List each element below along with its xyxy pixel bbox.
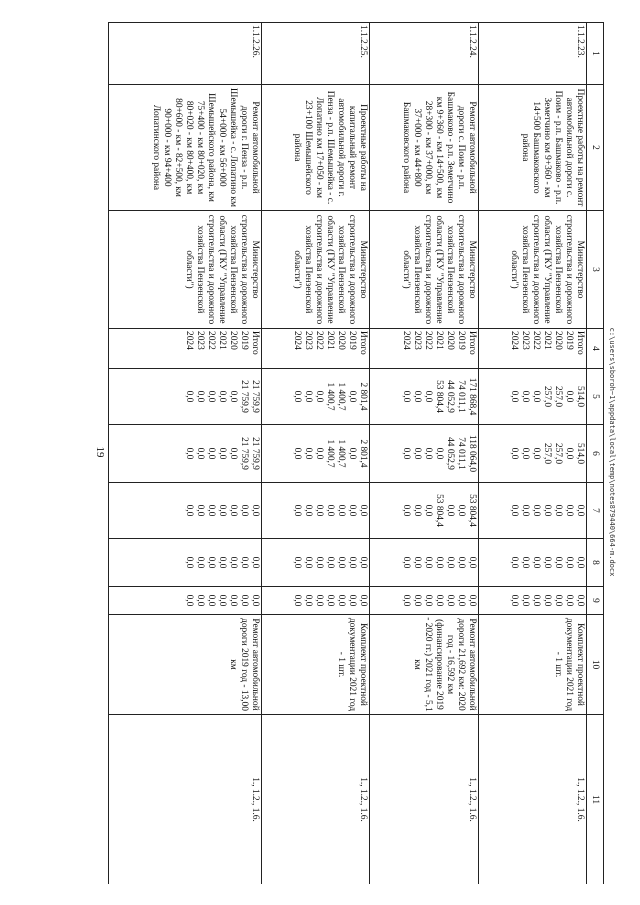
row-total-funding-item: 514,0 bbox=[575, 385, 585, 408]
row-result: Ремонт автомобильной дороги 2019 год - 13,00 км bbox=[109, 615, 262, 715]
row-total-funding bbox=[109, 369, 262, 425]
row-col7-values-item: 0,0 bbox=[228, 504, 239, 517]
row-total-funding-item: 257,0 bbox=[553, 385, 563, 408]
row-executor: Министерство строительства и дорожного хозяйства Пензенской области (ГКУ "Управление строительства и дорожного хозяйства Пензенской области") bbox=[370, 211, 478, 329]
rotated-page bbox=[108, 22, 604, 884]
row-col9-values bbox=[478, 587, 586, 615]
row-total-funding-item: 2 801,4 bbox=[358, 382, 369, 411]
row-years-item: 2022 bbox=[422, 331, 433, 350]
row-col6-values-item: 0,0 bbox=[314, 447, 325, 460]
page-number: 19 bbox=[94, 446, 106, 458]
col-header-5: 5 bbox=[587, 369, 604, 425]
row-col9-values-item: 0,0 bbox=[455, 594, 466, 607]
row-years-item: 2019 bbox=[239, 331, 250, 350]
row-years-item: 2023 bbox=[411, 331, 422, 350]
row-col7-values-item: 0,0 bbox=[411, 504, 422, 517]
row-col8-values-item: 0,0 bbox=[400, 556, 411, 569]
row-years-item: 2020 bbox=[336, 331, 347, 350]
row-years-item: 2022 bbox=[206, 331, 217, 350]
row-col7-values-item: 0,0 bbox=[347, 504, 358, 517]
row-years-item: 2021 bbox=[542, 331, 552, 350]
row-total-funding-item: 0,0 bbox=[184, 390, 195, 403]
row-col8-values-item: 0,0 bbox=[575, 556, 585, 569]
row-col9-values-item: 0,0 bbox=[239, 594, 250, 607]
program-table bbox=[108, 22, 604, 884]
row-col9-values-item: 0,0 bbox=[336, 594, 347, 607]
row-years-item: Итого bbox=[575, 331, 585, 355]
row-col7-values-item: 0,0 bbox=[195, 504, 206, 517]
row-years-item: 2020 bbox=[444, 331, 455, 350]
row-col7-values-item: 0,0 bbox=[217, 504, 228, 517]
row-col7-values-item: 0,0 bbox=[455, 504, 466, 517]
row-name: Проектные работы на капитальный ремонт автомобильной дороги г. Пенза - р.п. Шемышейка - с. Лопатино км 17+050 - км 23+100 Шемышейского района bbox=[262, 85, 370, 211]
row-col8-values-item: 0,0 bbox=[217, 556, 228, 569]
row-ref: 1., 1.2., 1.6. bbox=[109, 715, 262, 885]
row-col7-values bbox=[478, 483, 586, 539]
row-col9-values-item: 0,0 bbox=[575, 594, 585, 607]
footer-file-path: c:\users\sboroh~1\appdata\local\temp\notes879440\664-m.docx bbox=[608, 327, 616, 577]
row-total-funding-item: 0,0 bbox=[303, 390, 314, 403]
row-years-item: 2020 bbox=[553, 331, 563, 350]
row-col7-values-item: 0,0 bbox=[400, 504, 411, 517]
row-col8-values-item: 0,0 bbox=[195, 556, 206, 569]
row-col7-values-item: 53 804,4 bbox=[433, 494, 444, 527]
row-col9-values-item: 0,0 bbox=[509, 594, 519, 607]
row-executor: Министерство строительства и дорожного хозяйства Пензенской области (ГКУ "Управление строительства и дорожного хозяйства Пензенской области") bbox=[478, 211, 586, 329]
row-years-item: 2023 bbox=[520, 331, 530, 350]
table-row bbox=[478, 23, 586, 885]
row-col7-values bbox=[370, 483, 478, 539]
row-col7-values-item: 0,0 bbox=[422, 504, 433, 517]
row-id: 1.1.2.23. bbox=[478, 23, 586, 85]
row-col8-values-item: 0,0 bbox=[358, 556, 369, 569]
row-years-item: 2023 bbox=[303, 331, 314, 350]
row-name: Ремонт автомобильной дороги с. Поим - р.п. Башмаково - р.п. Земетчино км 9+360 - км 14+500, км 28+300 - км 37+000, км 37+000 - км 44+800 Башмаковского района bbox=[370, 85, 478, 211]
row-col7-values bbox=[109, 483, 262, 539]
row-col6-values-item: 514,0 bbox=[575, 442, 585, 465]
header-row bbox=[587, 23, 604, 885]
row-col6-values bbox=[262, 425, 370, 483]
row-col6-values-item: 0,0 bbox=[520, 447, 530, 460]
row-years bbox=[109, 329, 262, 369]
row-col7-values-item: 0,0 bbox=[206, 504, 217, 517]
row-col9-values bbox=[109, 587, 262, 615]
table-row bbox=[262, 23, 370, 885]
row-name: Ремонт автомобильной дороги г. Пенза - р.п. Шемышейка - с. Лопатино км 54+000 - км 56+000 Шемышейского района, км 75+400 - км 80+020, км 80+020 - км 80+400, км 80+600 - км - 82+500, км 90+000 - км 94+400 Лопатинского района bbox=[109, 85, 262, 211]
row-col6-values-item: 0,0 bbox=[206, 447, 217, 460]
row-col9-values-item: 0,0 bbox=[325, 594, 336, 607]
row-col7-values-item: 0,0 bbox=[531, 504, 541, 517]
row-col7-values-item: 0,0 bbox=[575, 504, 585, 517]
row-col6-values-item: 257,0 bbox=[553, 442, 563, 465]
row-result: Ремонт автомобильной дороги 21,692 км: 2020 год - 16,592 км (финансирование 2019 - 2020 гг.) 2021 год - 5,1 км bbox=[370, 615, 478, 715]
row-col8-values-item: 0,0 bbox=[239, 556, 250, 569]
row-col9-values-item: 0,0 bbox=[303, 594, 314, 607]
row-executor: Министерство строительства и дорожного хозяйства Пензенской области (ГКУ "Управление строительства и дорожного хозяйства Пензенской области") bbox=[262, 211, 370, 329]
row-col6-values-item: 0,0 bbox=[509, 447, 519, 460]
row-years-item: 2021 bbox=[325, 331, 336, 350]
row-col7-values-item: 0,0 bbox=[239, 504, 250, 517]
row-col8-values-item: 0,0 bbox=[509, 556, 519, 569]
row-col8-values-item: 0,0 bbox=[455, 556, 466, 569]
row-col6-values-item: 0,0 bbox=[217, 447, 228, 460]
row-col7-values-item: 0,0 bbox=[564, 504, 574, 517]
row-col9-values-item: 0,0 bbox=[422, 594, 433, 607]
row-col9-values-item: 0,0 bbox=[400, 594, 411, 607]
row-col9-values bbox=[370, 587, 478, 615]
row-col7-values-item: 53 804,4 bbox=[466, 494, 477, 527]
row-col9-values-item: 0,0 bbox=[531, 594, 541, 607]
row-col8-values-item: 0,0 bbox=[336, 556, 347, 569]
row-total-funding-item: 74 011,1 bbox=[455, 380, 466, 413]
row-col8-values-item: 0,0 bbox=[520, 556, 530, 569]
row-total-funding-item: 0,0 bbox=[411, 390, 422, 403]
row-total-funding-item: 0,0 bbox=[520, 390, 530, 403]
row-id: 1.1.2.24. bbox=[370, 23, 478, 85]
row-total-funding-item: 21 759,9 bbox=[239, 380, 250, 413]
col-header-6: 6 bbox=[587, 425, 604, 483]
row-col9-values-item: 0,0 bbox=[553, 594, 563, 607]
row-years-item: 2019 bbox=[347, 331, 358, 350]
row-years bbox=[370, 329, 478, 369]
row-col7-values-item: 0,0 bbox=[325, 504, 336, 517]
row-col7-values-item: 0,0 bbox=[292, 504, 303, 517]
row-total-funding-item: 0,0 bbox=[292, 390, 303, 403]
row-col6-values-item: 0,0 bbox=[564, 447, 574, 460]
row-years-item: 2019 bbox=[564, 331, 574, 350]
row-col8-values bbox=[109, 539, 262, 587]
row-col6-values-item: 44 052,9 bbox=[444, 437, 455, 470]
row-col7-values-item: 0,0 bbox=[444, 504, 455, 517]
row-years-item: 2024 bbox=[184, 331, 195, 350]
row-total-funding-item: 0,0 bbox=[564, 390, 574, 403]
row-col6-values-item: 0,0 bbox=[433, 447, 444, 460]
row-total-funding-item: 0,0 bbox=[206, 390, 217, 403]
row-col9-values-item: 0,0 bbox=[217, 594, 228, 607]
row-col8-values-item: 0,0 bbox=[347, 556, 358, 569]
row-col7-values-item: 0,0 bbox=[250, 504, 261, 517]
row-col8-values-item: 0,0 bbox=[564, 556, 574, 569]
row-col9-values-item: 0,0 bbox=[466, 594, 477, 607]
row-col7-values-item: 0,0 bbox=[520, 504, 530, 517]
row-col9-values-item: 0,0 bbox=[564, 594, 574, 607]
row-total-funding-item: 0,0 bbox=[217, 390, 228, 403]
row-total-funding-item: 0,0 bbox=[314, 390, 325, 403]
row-years-item: Итого bbox=[250, 331, 261, 355]
row-years-item: 2022 bbox=[314, 331, 325, 350]
row-ref: 1., 1.2., 1.6. bbox=[478, 715, 586, 885]
row-col7-values-item: 0,0 bbox=[358, 504, 369, 517]
row-col7-values-item: 0,0 bbox=[509, 504, 519, 517]
row-col6-values-item: 74 011,1 bbox=[455, 437, 466, 470]
row-col6-values-item: 1 400,7 bbox=[336, 439, 347, 468]
row-col9-values-item: 0,0 bbox=[228, 594, 239, 607]
row-col6-values-item: 0,0 bbox=[303, 447, 314, 460]
row-col8-values-item: 0,0 bbox=[325, 556, 336, 569]
row-col7-values-item: 0,0 bbox=[303, 504, 314, 517]
row-col6-values-item: 0,0 bbox=[184, 447, 195, 460]
col-header-11: 11 bbox=[587, 715, 604, 885]
row-col6-values-item: 0,0 bbox=[195, 447, 206, 460]
row-name: Проектные работы на ремонт автомобильной дороги с. Поим - р.п. Башмаково - р.п. Земетчино км 9+360 - км 14+500 Башмаковского района bbox=[478, 85, 586, 211]
row-col9-values-item: 0,0 bbox=[206, 594, 217, 607]
row-col6-values-item: 0,0 bbox=[228, 447, 239, 460]
row-col6-values-item: 0,0 bbox=[422, 447, 433, 460]
row-ref: 1., 1.2., 1.6. bbox=[370, 715, 478, 885]
row-total-funding-item: 171 868,4 bbox=[466, 377, 477, 416]
row-total-funding-item: 21 759,9 bbox=[250, 380, 261, 413]
row-col9-values-item: 0,0 bbox=[520, 594, 530, 607]
row-col8-values bbox=[262, 539, 370, 587]
col-header-8: 8 bbox=[587, 539, 604, 587]
table-row bbox=[370, 23, 478, 885]
row-col8-values-item: 0,0 bbox=[422, 556, 433, 569]
row-col6-values bbox=[478, 425, 586, 483]
row-col8-values-item: 0,0 bbox=[411, 556, 422, 569]
table-container bbox=[108, 22, 604, 884]
row-years-item: 2024 bbox=[292, 331, 303, 350]
row-years-item: Итого bbox=[466, 331, 477, 355]
row-total-funding bbox=[370, 369, 478, 425]
col-header-7: 7 bbox=[587, 483, 604, 539]
row-total-funding bbox=[478, 369, 586, 425]
col-header-9: 9 bbox=[587, 587, 604, 615]
row-col6-values-item: 2 801,4 bbox=[358, 439, 369, 468]
row-executor: Министерство строительства и дорожного хозяйства Пензенской области (ГКУ "Управление строительства и дорожного хозяйства Пензенской области") bbox=[109, 211, 262, 329]
row-years-item: 2022 bbox=[531, 331, 541, 350]
row-col6-values bbox=[109, 425, 262, 483]
row-col9-values-item: 0,0 bbox=[184, 594, 195, 607]
row-col6-values-item: 0,0 bbox=[347, 447, 358, 460]
row-years bbox=[262, 329, 370, 369]
row-col7-values-item: 0,0 bbox=[314, 504, 325, 517]
row-id: 1.1.2.26. bbox=[109, 23, 262, 85]
row-col9-values-item: 0,0 bbox=[195, 594, 206, 607]
row-col8-values-item: 0,0 bbox=[542, 556, 552, 569]
row-col9-values-item: 0,0 bbox=[250, 594, 261, 607]
row-years-item: 2024 bbox=[400, 331, 411, 350]
row-total-funding-item: 44 052,9 bbox=[444, 380, 455, 413]
row-col7-values-item: 0,0 bbox=[553, 504, 563, 517]
row-col9-values-item: 0,0 bbox=[292, 594, 303, 607]
row-result: Комплект проектной документации 2021 год - 1 шт. bbox=[478, 615, 586, 715]
col-header-2: 2 bbox=[587, 85, 604, 211]
row-col8-values-item: 0,0 bbox=[292, 556, 303, 569]
row-col7-values-item: 0,0 bbox=[542, 504, 552, 517]
row-total-funding-item: 0,0 bbox=[347, 390, 358, 403]
col-header-1: 1 bbox=[587, 23, 604, 85]
row-col8-values-item: 0,0 bbox=[303, 556, 314, 569]
row-col7-values bbox=[262, 483, 370, 539]
row-col6-values-item: 0,0 bbox=[292, 447, 303, 460]
row-ref: 1., 1.2., 1.6. bbox=[262, 715, 370, 885]
row-col6-values bbox=[370, 425, 478, 483]
row-total-funding bbox=[262, 369, 370, 425]
row-total-funding-item: 0,0 bbox=[400, 390, 411, 403]
row-id: 1.1.2.25. bbox=[262, 23, 370, 85]
row-col6-values-item: 0,0 bbox=[400, 447, 411, 460]
row-col8-values-item: 0,0 bbox=[184, 556, 195, 569]
row-col9-values-item: 0,0 bbox=[444, 594, 455, 607]
row-col9-values-item: 0,0 bbox=[358, 594, 369, 607]
col-header-10: 10 bbox=[587, 615, 604, 715]
table-row bbox=[109, 23, 262, 885]
row-col8-values-item: 0,0 bbox=[206, 556, 217, 569]
row-years-item: 2023 bbox=[195, 331, 206, 350]
row-col7-values-item: 0,0 bbox=[336, 504, 347, 517]
row-years bbox=[478, 329, 586, 369]
row-col8-values-item: 0,0 bbox=[466, 556, 477, 569]
row-col8-values-item: 0,0 bbox=[553, 556, 563, 569]
row-col8-values-item: 0,0 bbox=[433, 556, 444, 569]
col-header-3: 3 bbox=[587, 211, 604, 329]
row-years-item: 2021 bbox=[433, 331, 444, 350]
row-col9-values-item: 0,0 bbox=[433, 594, 444, 607]
row-years-item: 2024 bbox=[509, 331, 519, 350]
row-col6-values-item: 0,0 bbox=[411, 447, 422, 460]
row-total-funding-item: 1 400,7 bbox=[336, 382, 347, 411]
row-total-funding-item: 1 400,7 bbox=[325, 382, 336, 411]
row-col9-values-item: 0,0 bbox=[347, 594, 358, 607]
row-col6-values-item: 0,0 bbox=[531, 447, 541, 460]
row-col8-values bbox=[478, 539, 586, 587]
row-years-item: 2019 bbox=[455, 331, 466, 350]
row-col9-values-item: 0,0 bbox=[542, 594, 552, 607]
row-col9-values-item: 0,0 bbox=[314, 594, 325, 607]
row-col6-values-item: 21 759,9 bbox=[239, 437, 250, 470]
col-header-4: 4 bbox=[587, 329, 604, 369]
row-col6-values-item: 1 400,7 bbox=[325, 439, 336, 468]
row-result: Комплект проектной документации 2021 год - 1 шт. bbox=[262, 615, 370, 715]
row-total-funding-item: 0,0 bbox=[509, 390, 519, 403]
row-col8-values-item: 0,0 bbox=[444, 556, 455, 569]
row-total-funding-item: 0,0 bbox=[531, 390, 541, 403]
row-col6-values-item: 257,0 bbox=[542, 442, 552, 465]
row-years-item: Итого bbox=[358, 331, 369, 355]
row-total-funding-item: 257,0 bbox=[542, 385, 552, 408]
row-col6-values-item: 118 064,0 bbox=[466, 434, 477, 473]
row-col6-values-item: 21 759,9 bbox=[250, 437, 261, 470]
row-total-funding-item: 0,0 bbox=[195, 390, 206, 403]
row-col8-values bbox=[370, 539, 478, 587]
row-col8-values-item: 0,0 bbox=[228, 556, 239, 569]
row-total-funding-item: 53 804,4 bbox=[433, 380, 444, 413]
row-col8-values-item: 0,0 bbox=[531, 556, 541, 569]
row-total-funding-item: 0,0 bbox=[422, 390, 433, 403]
row-years-item: 2020 bbox=[228, 331, 239, 350]
row-col9-values bbox=[262, 587, 370, 615]
row-col8-values-item: 0,0 bbox=[250, 556, 261, 569]
row-years-item: 2021 bbox=[217, 331, 228, 350]
row-col8-values-item: 0,0 bbox=[314, 556, 325, 569]
row-col9-values-item: 0,0 bbox=[411, 594, 422, 607]
row-total-funding-item: 0,0 bbox=[228, 390, 239, 403]
row-col7-values-item: 0,0 bbox=[184, 504, 195, 517]
